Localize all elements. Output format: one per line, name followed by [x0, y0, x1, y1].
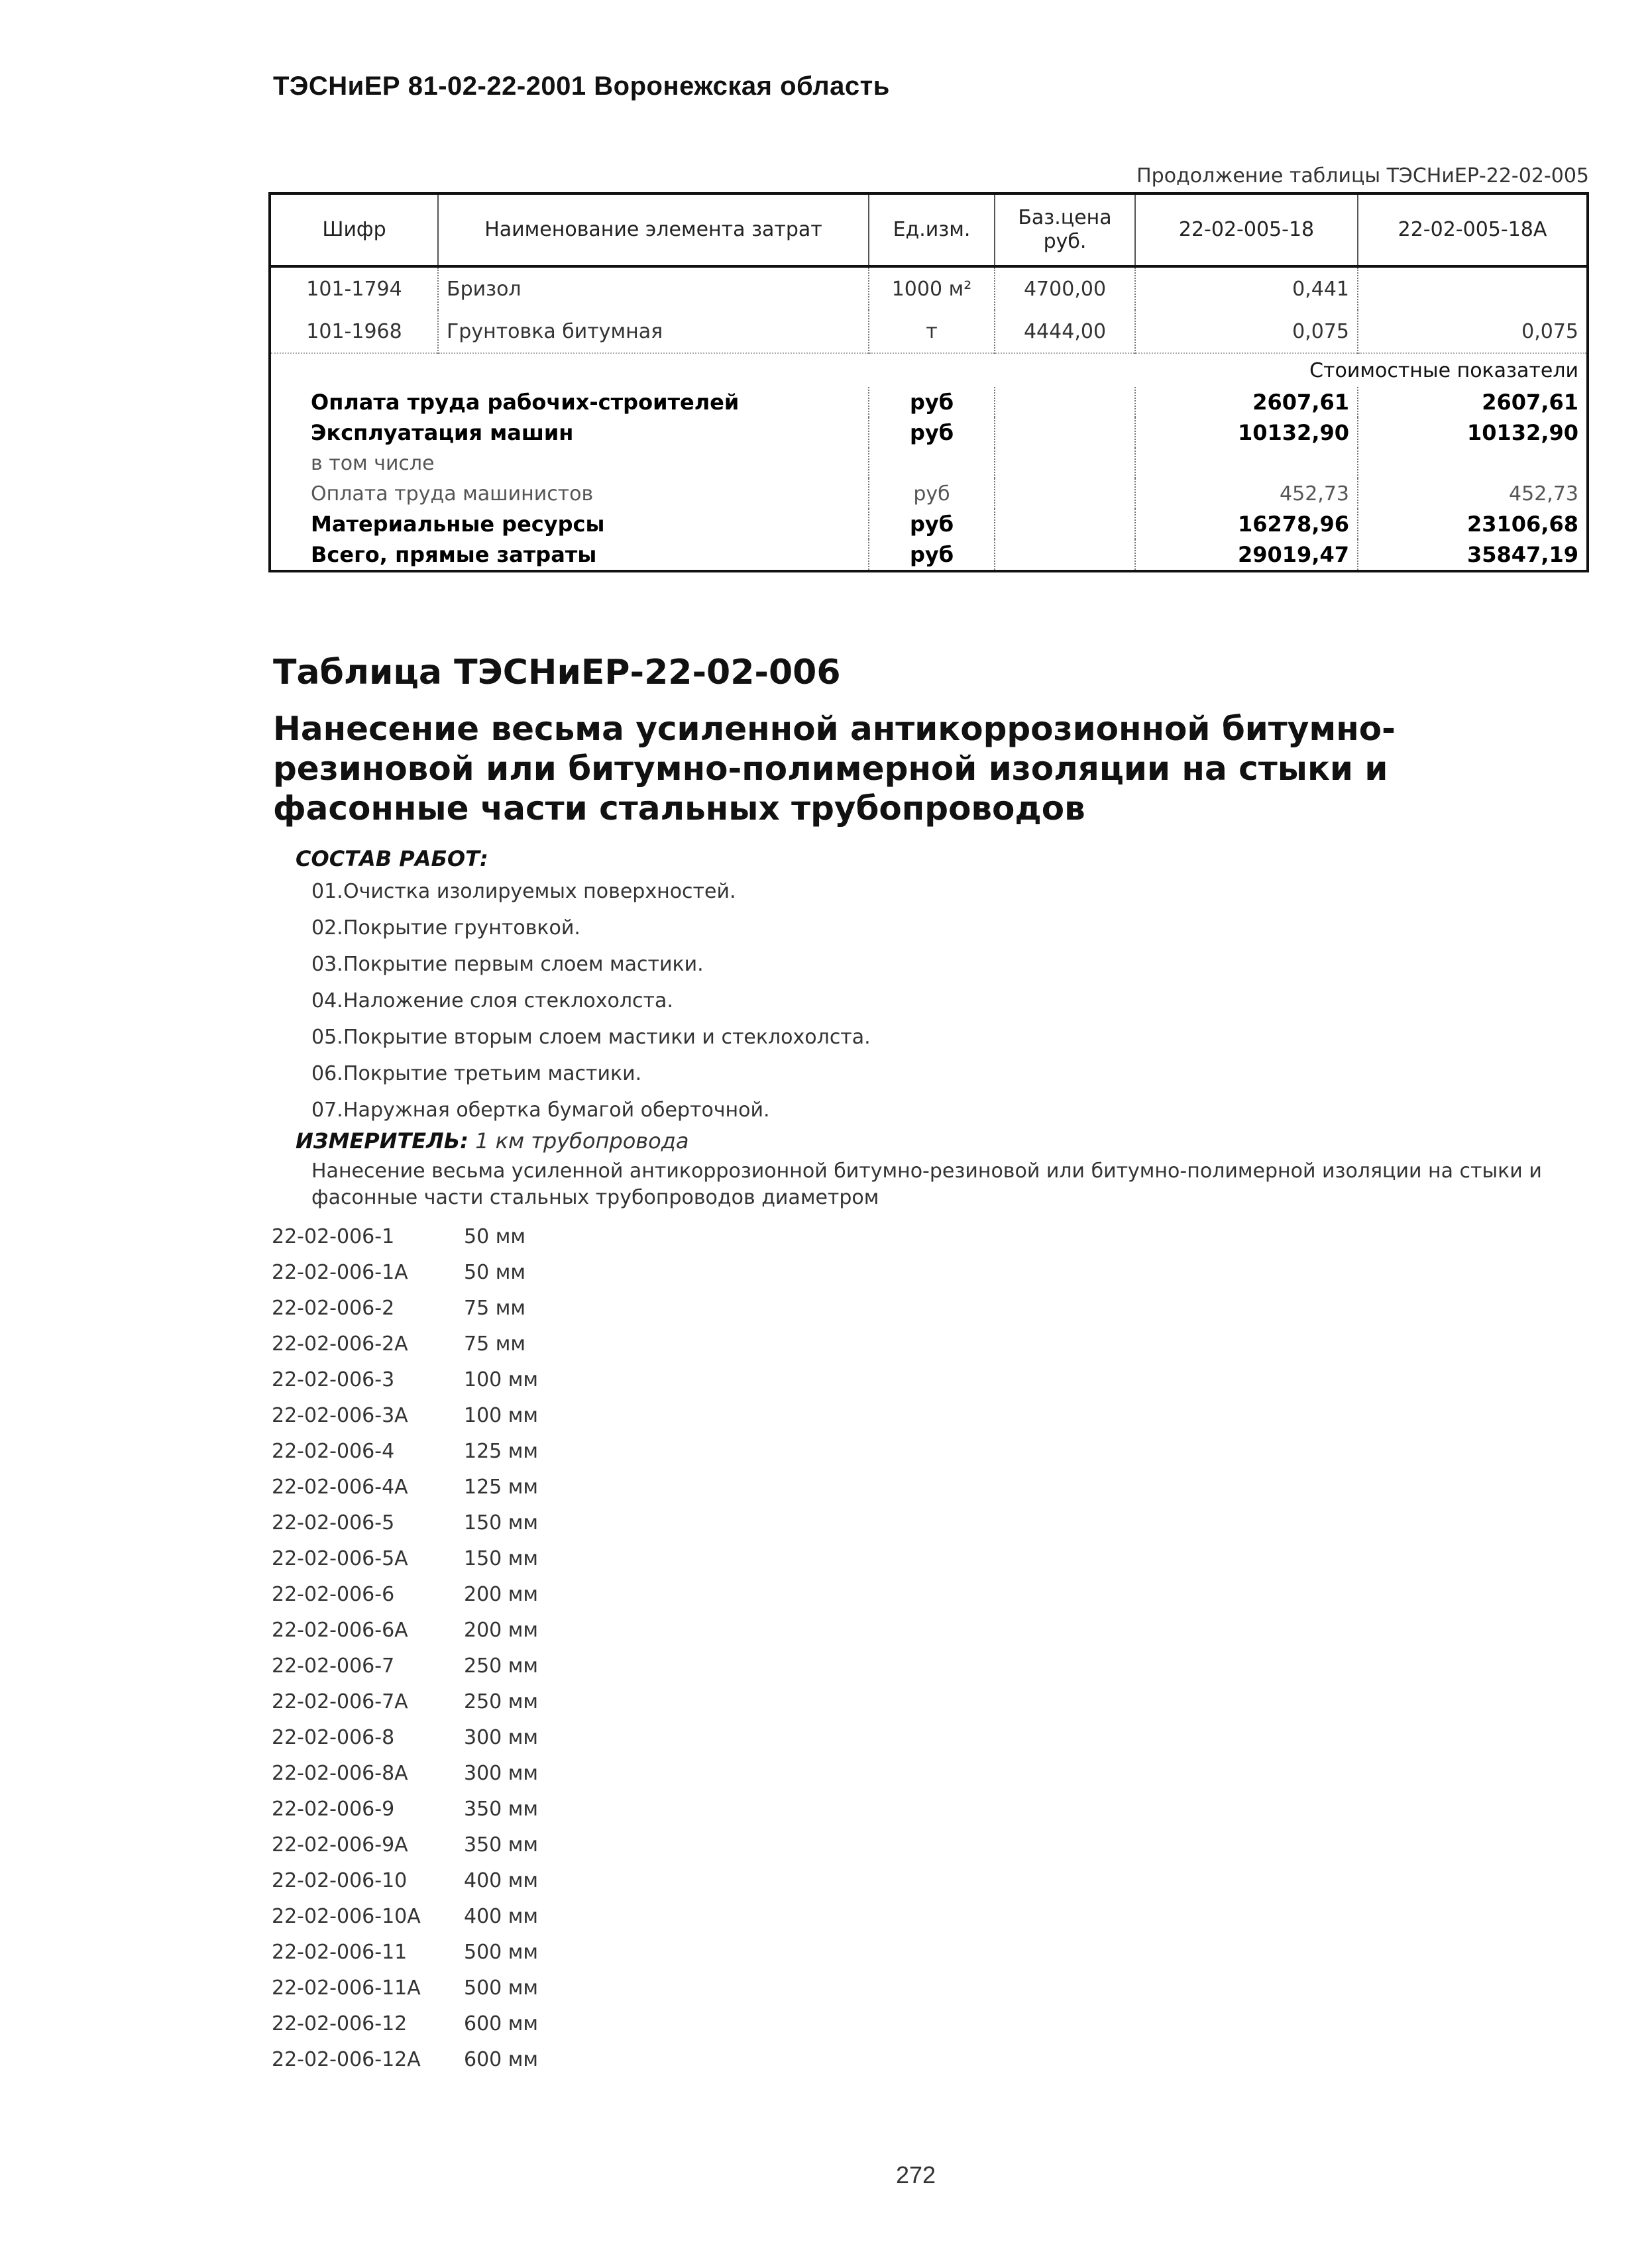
row-unit: руб: [869, 509, 995, 539]
row-value-18: 16278,96: [1135, 509, 1358, 539]
row-value-18a: 35847,19: [1466, 542, 1578, 567]
diameter-size: 400 мм: [464, 1869, 539, 1892]
diameter-code: 22-02-006-7: [272, 1654, 395, 1678]
row-value-18a: 2607,61: [1482, 390, 1578, 415]
works-label: СОСТАВ РАБОТ:: [296, 846, 488, 871]
row-value-18: 2607,61: [1135, 387, 1358, 417]
diameter-code: 22-02-006-4А: [272, 1476, 408, 1499]
row-value-18a: 10132,90: [1466, 420, 1578, 445]
diameter-code: 22-02-006-8: [272, 1726, 395, 1749]
diameter-code: 22-02-006-9А: [272, 1833, 408, 1857]
row-name: Бризол: [438, 266, 869, 310]
description: Нанесение весьма усиленной антикоррозионной битумно-резиновой или битумно-полимерной изоляции на стыки и фасонные части стальных трубопроводов диаметром: [311, 1160, 1542, 1209]
diameter-list: [272, 1219, 538, 2078]
meter-value: 1 км трубопровода: [475, 1128, 689, 1154]
meter-line: [296, 1128, 688, 1154]
row-unit: руб: [869, 478, 995, 509]
diameter-code: 22-02-006-5А: [272, 1547, 408, 1570]
list-item: [272, 1899, 538, 1935]
diameter-size: 500 мм: [464, 1976, 539, 2000]
diameter-code: 22-02-006-7А: [272, 1690, 408, 1713]
diameter-size: 125 мм: [464, 1476, 539, 1499]
row-unit: 1000 м²: [869, 266, 995, 310]
page-number: 272: [896, 2161, 936, 2188]
list-item: [311, 983, 871, 1019]
diameter-code: 22-02-006-2: [272, 1297, 395, 1320]
diameter-size: 100 мм: [464, 1404, 539, 1427]
row-price: [995, 448, 1135, 478]
diameter-size: 600 мм: [464, 2012, 539, 2035]
diameter-size: 100 мм: [464, 1368, 539, 1391]
list-item: [272, 1827, 538, 1863]
section-heading: Нанесение весьма усиленной антикоррозионной битумно-резиновой или битумно-полимерной изоляции на стыки и фасонные части стальных трубопроводов: [273, 710, 1396, 828]
meter-label: ИЗМЕРИТЕЛЬ:: [296, 1128, 468, 1154]
col-header-code: Шифр: [271, 195, 438, 266]
table-row: [271, 509, 1586, 539]
list-item: [272, 1434, 538, 1470]
works-list: [311, 873, 871, 1128]
list-item: [272, 1219, 538, 1255]
list-item: [272, 1470, 538, 1505]
diameter-code: 22-02-006-11: [272, 1941, 408, 1964]
col-header-unit: Ед.изм.: [869, 195, 995, 266]
row-value-18: 10132,90: [1135, 417, 1358, 448]
list-item: [272, 1541, 538, 1577]
diameter-size: 300 мм: [464, 1726, 539, 1749]
document-header: ТЭСНиЕР 81-02-22-2001 Воронежская область: [273, 72, 890, 101]
diameter-size: 125 мм: [464, 1440, 539, 1463]
list-item: [311, 1055, 871, 1092]
work-text: Покрытие грунтовкой.: [343, 916, 580, 940]
table-continuation-label: Продолжение таблицы ТЭСНиЕР-22-02-005: [1136, 164, 1589, 188]
diameter-size: 150 мм: [464, 1511, 539, 1535]
list-item: [272, 1792, 538, 1827]
row-value-18: [1135, 448, 1358, 478]
table-row: [271, 478, 1586, 509]
row-unit: [869, 448, 995, 478]
row-name: Оплата труда машинистов: [271, 478, 869, 509]
row-name: Эксплуатация машин: [271, 417, 869, 448]
resource-table: [268, 192, 1589, 572]
row-value-18a: [1358, 266, 1586, 310]
diameter-size: 50 мм: [464, 1225, 525, 1248]
row-value-18a: 0,075: [1521, 319, 1578, 343]
row-code: 101-1968: [271, 310, 438, 353]
list-item: [272, 1684, 538, 1720]
col-header-18: 22-02-005-18: [1135, 195, 1358, 266]
row-name: Грунтовка битумная: [438, 310, 869, 353]
list-item: [311, 873, 871, 910]
diameter-code: 22-02-006-3: [272, 1368, 395, 1391]
work-text: Покрытие первым слоем мастики.: [343, 953, 704, 976]
row-price: 4700,00: [995, 266, 1135, 310]
table-header-row: [271, 195, 1586, 266]
list-item: [272, 1863, 538, 1899]
row-value-18a: [1358, 448, 1586, 478]
table-row: [271, 310, 1586, 353]
diameter-code: 22-02-006-11А: [272, 1976, 421, 2000]
table-row: [271, 266, 1586, 310]
list-item: [311, 946, 871, 983]
list-item: [311, 910, 871, 946]
col-header-name: Наименование элемента затрат: [438, 195, 869, 266]
row-value-18: 0,075: [1135, 310, 1358, 353]
list-item: [272, 1398, 538, 1434]
list-item: [272, 2042, 538, 2078]
row-unit: руб: [869, 539, 995, 570]
row-price: [995, 539, 1135, 570]
row-price: [995, 417, 1135, 448]
list-item: [272, 1935, 538, 1971]
row-name: Материальные ресурсы: [271, 509, 869, 539]
list-item: [272, 1291, 538, 1326]
work-num: 04.: [311, 989, 343, 1012]
list-item: [272, 1971, 538, 2006]
row-name: Оплата труда рабочих-строителей: [271, 387, 869, 417]
diameter-size: 150 мм: [464, 1547, 539, 1570]
section-row: [271, 353, 1586, 387]
list-item: [272, 1362, 538, 1398]
diameter-code: 22-02-006-12: [272, 2012, 408, 2035]
list-item: [272, 1613, 538, 1648]
diameter-code: 22-02-006-1: [272, 1225, 395, 1248]
list-item: [272, 1756, 538, 1792]
diameter-size: 250 мм: [464, 1690, 539, 1713]
work-num: 02.: [311, 916, 343, 940]
row-value-18: 452,73: [1135, 478, 1358, 509]
work-text: Покрытие вторым слоем мастики и стеклохолста.: [343, 1026, 871, 1049]
list-item: [272, 1505, 538, 1541]
diameter-size: 600 мм: [464, 2048, 539, 2071]
diameter-size: 200 мм: [464, 1583, 539, 1606]
diameter-size: 75 мм: [464, 1332, 525, 1356]
work-num: 06.: [311, 1062, 343, 1085]
diameter-size: 300 мм: [464, 1762, 539, 1785]
list-item: [272, 1648, 538, 1684]
diameter-size: 200 мм: [464, 1619, 539, 1642]
diameter-size: 350 мм: [464, 1798, 539, 1821]
diameter-size: 75 мм: [464, 1297, 525, 1320]
diameter-code: 22-02-006-6А: [272, 1619, 408, 1642]
table-row: [271, 448, 1586, 478]
work-num: 03.: [311, 953, 343, 976]
diameter-code: 22-02-006-6: [272, 1583, 395, 1606]
col-header-18a: 22-02-005-18А: [1358, 195, 1586, 266]
row-price: [995, 509, 1135, 539]
list-item: [272, 1255, 538, 1291]
list-item: [311, 1019, 871, 1055]
diameter-code: 22-02-006-10А: [272, 1905, 421, 1928]
table-row: [271, 387, 1586, 417]
work-text: Очистка изолируемых поверхностей.: [343, 880, 736, 903]
col-header-price: Баз.цена руб.: [995, 195, 1135, 266]
diameter-size: 250 мм: [464, 1654, 539, 1678]
section-label: Стоимостные показатели: [271, 353, 1586, 387]
diameter-code: 22-02-006-4: [272, 1440, 395, 1463]
work-num: 07.: [311, 1099, 343, 1122]
row-price: [995, 387, 1135, 417]
diameter-code: 22-02-006-1А: [272, 1261, 408, 1284]
row-value-18: 0,441: [1135, 266, 1358, 310]
row-name: Всего, прямые затраты: [271, 539, 869, 570]
diameter-code: 22-02-006-2А: [272, 1332, 408, 1356]
row-code: 101-1794: [271, 266, 438, 310]
diameter-code: 22-02-006-10: [272, 1869, 408, 1892]
diameter-code: 22-02-006-12А: [272, 2048, 421, 2071]
diameter-code: 22-02-006-9: [272, 1798, 395, 1821]
table-title: Таблица ТЭСНиЕР-22-02-006: [273, 653, 841, 692]
row-unit: руб: [869, 417, 995, 448]
list-item: [272, 1720, 538, 1756]
diameter-code: 22-02-006-8А: [272, 1762, 408, 1785]
row-value-18: 29019,47: [1135, 539, 1358, 570]
list-item: [272, 2006, 538, 2042]
list-item: [272, 1326, 538, 1362]
row-unit: руб: [869, 387, 995, 417]
row-value-18a: 452,73: [1509, 482, 1578, 506]
row-value-18a: 23106,68: [1466, 512, 1578, 537]
list-item: [311, 1092, 871, 1128]
row-name: в том числе: [271, 448, 869, 478]
table-row: [271, 417, 1586, 448]
diameter-code: 22-02-006-3А: [272, 1404, 408, 1427]
work-text: Наружная обертка бумагой оберточной.: [343, 1099, 770, 1122]
list-item: [272, 1577, 538, 1613]
diameter-size: 400 мм: [464, 1905, 539, 1928]
work-text: Покрытие третьим мастики.: [343, 1062, 642, 1085]
row-unit: т: [869, 310, 995, 353]
work-num: 05.: [311, 1026, 343, 1049]
diameter-code: 22-02-006-5: [272, 1511, 395, 1535]
work-text: Наложение слоя стеклохолста.: [343, 989, 673, 1012]
row-price: [995, 478, 1135, 509]
row-price: 4444,00: [995, 310, 1135, 353]
diameter-size: 500 мм: [464, 1941, 539, 1964]
diameter-size: 350 мм: [464, 1833, 539, 1857]
work-num: 01.: [311, 880, 343, 903]
diameter-size: 50 мм: [464, 1261, 525, 1284]
table-row: [271, 539, 1586, 570]
